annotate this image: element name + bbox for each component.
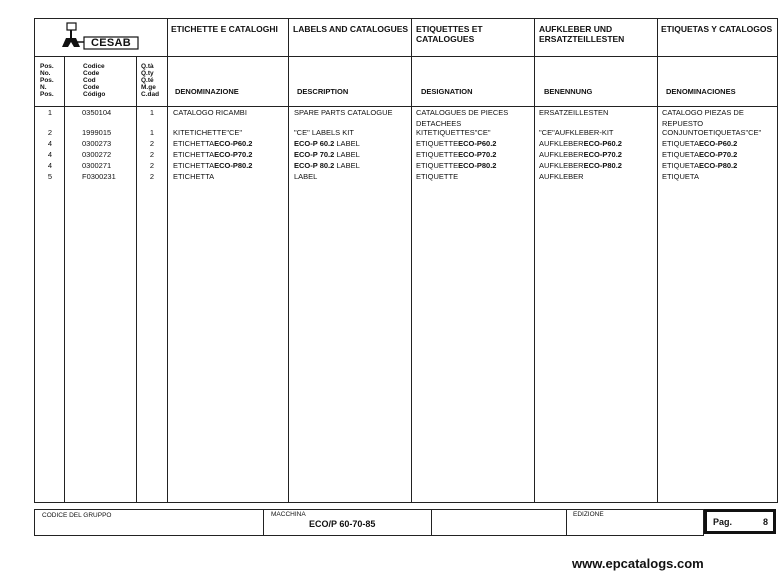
row-qty: 1: [149, 108, 155, 117]
row-desc-text: LABEL: [336, 139, 360, 148]
watermark-url: www.epcatalogs.com: [572, 556, 704, 571]
row-desc-text: LABEL: [336, 161, 360, 170]
row-desc-it: [173, 172, 291, 183]
denominazione-header: DENOMINAZIONE: [175, 87, 239, 96]
footer-divider-1: [263, 509, 264, 536]
row-desc-text: ETICHETTA: [173, 161, 215, 170]
row-model-code: ECO-P 60.2: [294, 139, 337, 148]
header-german: AUFKLEBER UND ERSATZTEILLESTEN: [539, 24, 625, 44]
row-desc-en: [294, 161, 412, 172]
row-code: 1999015: [82, 128, 112, 137]
row-desc-de: [539, 128, 657, 139]
row-desc-it: [173, 161, 291, 172]
row-qty: 1: [149, 128, 155, 137]
machine-value: ECO/P 60-70-85: [309, 519, 376, 529]
row-desc-fr: [416, 108, 534, 129]
row-model-code: ECO-P60.2: [458, 139, 497, 148]
row-desc-text: ETICHETTA: [173, 139, 215, 148]
row-model-code: ECO-P80.2: [583, 161, 622, 170]
row-qty: 2: [149, 172, 155, 181]
row-code: 0300272: [82, 150, 112, 159]
row-pos: 4: [47, 139, 53, 148]
row-desc-text: SPARE PARTS CATALOGUE: [294, 108, 393, 117]
footer-bar: [34, 509, 778, 536]
row-code: 0300271: [82, 161, 112, 170]
pos-column-header: Pos. No. Pos. N. Pos.: [40, 63, 54, 98]
row-desc-text: CATALOGO RICAMBI: [173, 108, 247, 117]
row-pos: 4: [47, 161, 53, 170]
row-desc-text: "CE" LABELS KIT: [294, 128, 354, 137]
row-desc-de: [539, 172, 657, 183]
designation-header: DESIGNATION: [421, 87, 473, 96]
row-model-code: ECO-P70.2: [698, 150, 738, 159]
row-model-code: ECO-P 80.2: [294, 161, 337, 170]
row-desc-text: CONJUNTOETIQUETAS"CE": [662, 128, 762, 137]
row-desc-es: [662, 161, 780, 172]
row-desc-text: ETIQUETA: [662, 172, 699, 181]
row-desc-text: KITETIQUETTES"CE": [416, 128, 491, 137]
description-header: DESCRIPTION: [297, 87, 349, 96]
row-desc-fr: [416, 139, 534, 150]
logo-brand-text: CESAB: [91, 37, 132, 49]
page-label: Pag.: [713, 517, 733, 527]
col-divider-en: [411, 18, 412, 503]
row-model-code: ECO-P60.2: [698, 139, 738, 148]
header-english: LABELS AND CATALOGUES: [293, 24, 409, 34]
row-desc-en: [294, 108, 412, 119]
row-desc-en: [294, 150, 412, 161]
row-desc-en: [294, 139, 412, 150]
row-desc-de: [539, 108, 657, 119]
row-desc-de: [539, 161, 657, 172]
col-divider-de: [657, 18, 658, 503]
row-code: F0300231: [82, 172, 116, 181]
row-desc-text: ERSATZEILLESTEN: [539, 108, 609, 117]
row-pos: 5: [47, 172, 53, 181]
row-desc-de: [539, 150, 657, 161]
row-code: 0300273: [82, 139, 112, 148]
footer-divider-3: [566, 509, 567, 536]
col-divider-logo: [167, 18, 168, 503]
machine-label: MACCHINA: [271, 511, 306, 518]
row-desc-text: LABEL: [294, 172, 318, 181]
row-model-code: ECO-P80.2: [458, 161, 497, 170]
row-desc-it: [173, 139, 291, 150]
page-number-box: [704, 509, 776, 534]
row-model-code: ECO-P60.2: [583, 139, 622, 148]
row-desc-fr: [416, 128, 534, 139]
header-spanish: ETIQUETAS Y CATALOGOS: [661, 24, 773, 34]
row-desc-it: [173, 108, 291, 119]
row-desc-es: [662, 128, 780, 139]
row-desc-de: [539, 139, 657, 150]
qty-column-header: Q.tà Q.ty Q.té M.ge C.dad: [141, 63, 160, 98]
row-desc-text: AUFKLEBER: [539, 172, 584, 181]
row-desc-continuation: REPUESTO: [662, 118, 704, 128]
row-qty: 2: [149, 139, 155, 148]
row-desc-text: ETICHETTA: [173, 172, 215, 181]
row-desc-text: ETICHETTA: [173, 150, 215, 159]
row-desc-text: KITETICHETTE"CE": [173, 128, 243, 137]
cesab-logo: [60, 21, 140, 51]
denominaciones-header: DENOMINACIONES: [666, 87, 736, 96]
column-header-divider: [34, 106, 778, 107]
row-desc-text: CATALOGO PIEZAS DE: [662, 108, 744, 117]
row-desc-es: [662, 139, 780, 150]
group-code-label: CODICE DEL GRUPPO: [42, 512, 112, 519]
row-desc-it: [173, 128, 291, 139]
row-desc-text: CATALOGUES DE PIECES: [416, 108, 509, 117]
col-divider-code: [136, 56, 137, 503]
header-italian: ETICHETTE E CATALOGHI: [171, 24, 278, 34]
benennung-header: BENENNUNG: [544, 87, 593, 96]
row-model-code: ECO-P70.2: [583, 150, 622, 159]
row-desc-continuation: DETACHEES: [416, 118, 462, 128]
row-desc-fr: [416, 172, 534, 183]
row-desc-text: ETIQUETTE: [416, 139, 459, 148]
row-desc-text: ETIQUETA: [662, 139, 699, 148]
row-model-code: ECO-P60.2: [214, 139, 253, 148]
row-desc-text: ETIQUETTE: [416, 172, 459, 181]
col-divider-fr: [534, 18, 535, 503]
row-desc-text: ETIQUETTE: [416, 150, 459, 159]
row-desc-text: "CE"AUFKLEBER-KIT: [539, 128, 614, 137]
row-desc-fr: [416, 150, 534, 161]
row-desc-text: ETIQUETTE: [416, 161, 459, 170]
col-divider-pos: [64, 56, 65, 503]
row-desc-text: AUFKLEBER: [539, 139, 584, 148]
row-pos: 4: [47, 150, 53, 159]
row-desc-es: [662, 172, 780, 183]
row-model-code: ECO-P80.2: [214, 161, 253, 170]
row-desc-it: [173, 150, 291, 161]
edition-label: EDIZIONE: [573, 511, 604, 518]
row-desc-en: [294, 128, 412, 139]
footer-divider-2: [431, 509, 432, 536]
page-number: 8: [763, 517, 769, 527]
row-model-code: ECO-P80.2: [698, 161, 738, 170]
row-desc-text: ETIQUETA: [662, 161, 699, 170]
row-desc-text: AUFKLEBER: [539, 150, 584, 159]
header-divider: [34, 56, 778, 57]
row-qty: 2: [149, 161, 155, 170]
row-model-code: ECO-P70.2: [214, 150, 253, 159]
row-model-code: ECO-P 70.2: [294, 150, 337, 159]
row-code: 0350104: [82, 108, 112, 117]
code-column-header: Codice Code Cod Code Código: [83, 63, 106, 98]
row-desc-text: LABEL: [336, 150, 360, 159]
row-desc-es: [662, 108, 780, 129]
header-french: ETIQUETTES ET CATALOGUES: [416, 24, 483, 44]
row-desc-fr: [416, 161, 534, 172]
row-desc-text: AUFKLEBER: [539, 161, 584, 170]
row-pos: 2: [47, 128, 53, 137]
col-divider-it: [288, 18, 289, 503]
row-desc-en: [294, 172, 412, 183]
row-pos: 1: [47, 108, 53, 117]
row-desc-es: [662, 150, 780, 161]
row-model-code: ECO-P70.2: [458, 150, 497, 159]
row-qty: 2: [149, 150, 155, 159]
row-desc-text: ETIQUETA: [662, 150, 699, 159]
